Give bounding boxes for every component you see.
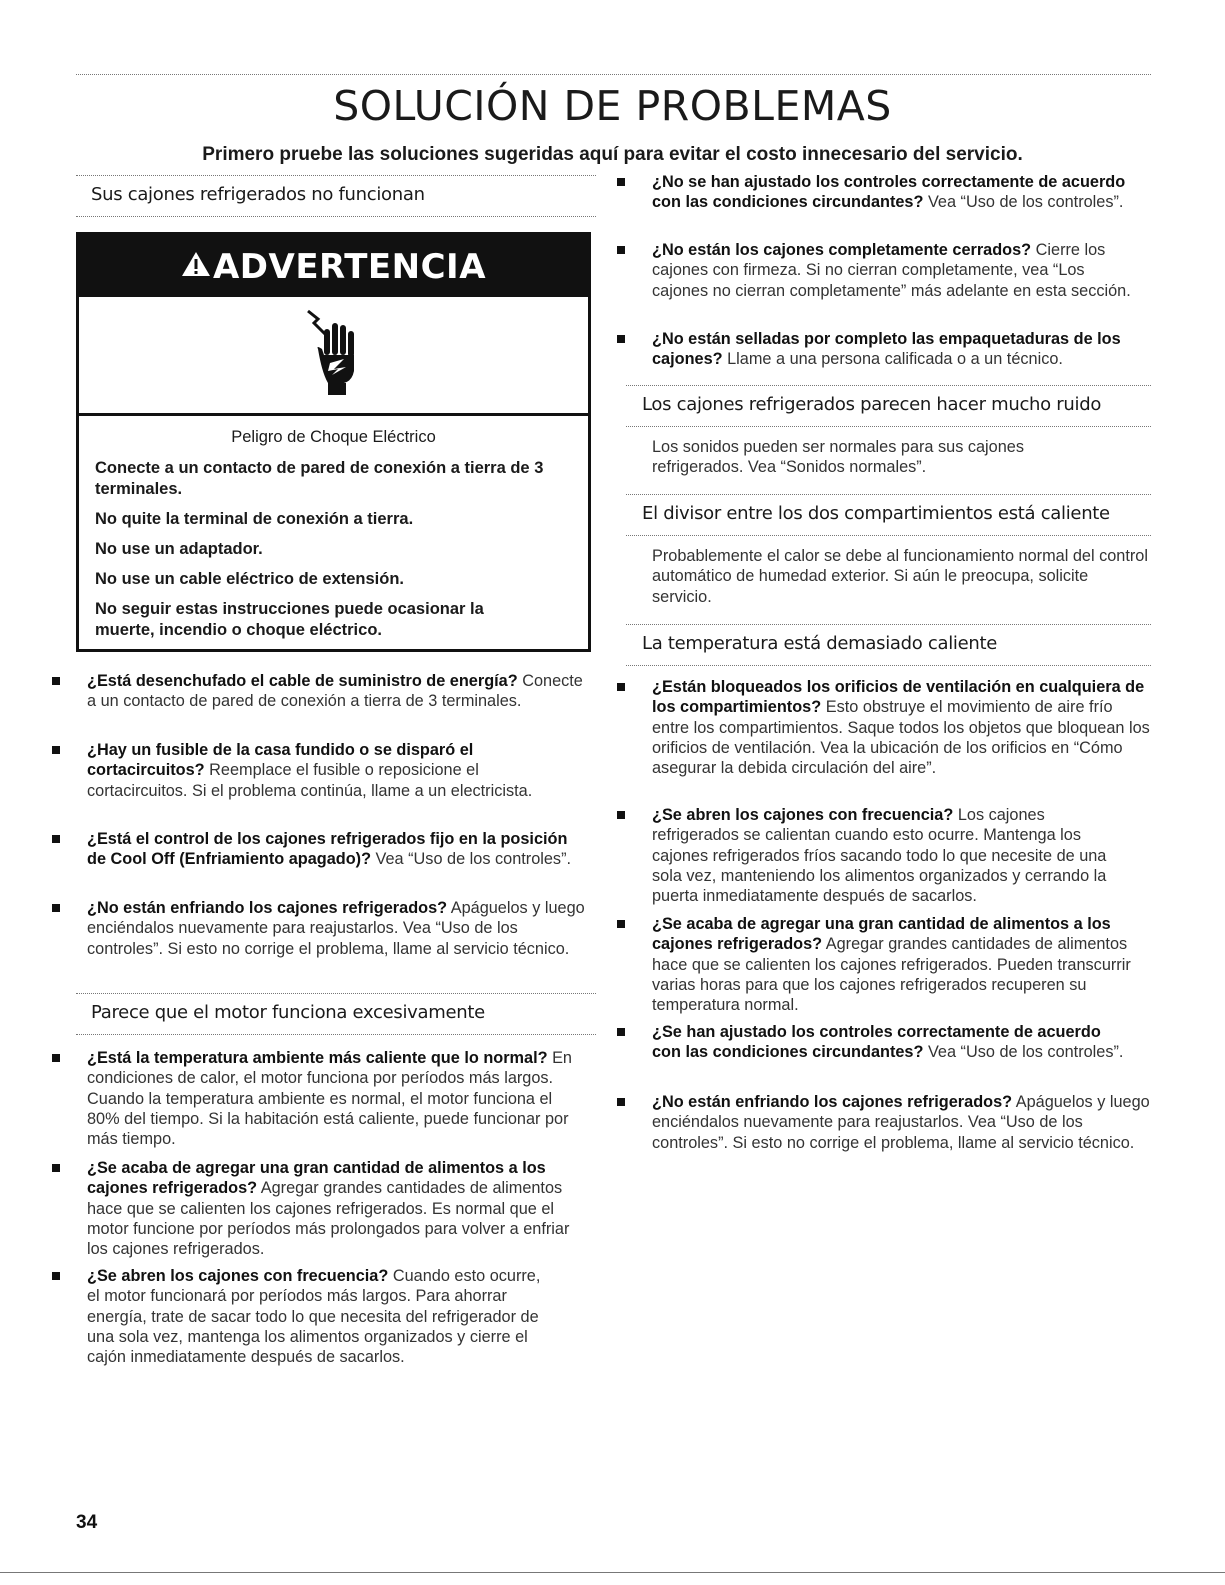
top-rule [76, 74, 1151, 75]
section-heading-divisor: El divisor entre los dos compartimientos está caliente [626, 494, 1151, 536]
warning-divider [79, 413, 588, 416]
warning-line: No quite la terminal de conexión a tierra. [95, 510, 414, 528]
bullet-icon [617, 683, 625, 691]
list-item: ¿Hay un fusible de la casa fundido o se disparó el cortacircuitos? Reemplace el fusible o reposicione el cortacircuitos. Si el problema continúa, llame a un electricista. [87, 740, 547, 801]
bullet-icon [52, 677, 60, 685]
bullet-icon [52, 1054, 60, 1062]
warning-banner [79, 235, 588, 297]
list-item: ¿Se acaba de agregar una gran cantidad de alimentos a los cajones refrigerados? Agregar grandes cantidades de alimentos hace que se calienten los cajones refrigerados. Es normal que el motor funcione por períodos más prolongados para volver a enfriar los cajones refrigerados. [87, 1158, 587, 1259]
list-item: ¿Está desenchufado el cable de suministro de energía? Conecte a un contacto de pared de conexión a tierra de 3 terminales. [87, 671, 587, 712]
warning-line: No use un adaptador. [95, 540, 263, 558]
list-item: ¿Está el control de los cajones refrigerados fijo en la posición de Cool Off (Enfriamiento apagado)? Vea “Uso de los controles”. [87, 829, 587, 870]
warning-label: ADVERTENCIA [212, 247, 487, 287]
bullet-icon [52, 746, 60, 754]
bullet-icon [617, 811, 625, 819]
warning-line: No seguir estas instrucciones puede ocasionar la muerte, incendio o choque eléctrico. [95, 600, 484, 639]
list-item: ¿Se abren los cajones con frecuencia? Cuando esto ocurre, el motor funcionará por períodos más largos. Para ahorrar energía, trate de sacar todo lo que necesita del refrigerador de una sola vez, mantenga los alimentos organizados y cierre el cajón inmediatamente después de sacarlos. [87, 1266, 547, 1367]
list-item: ¿Se acaba de agregar una gran cantidad de alimentos a los cajones refrigerados? Agregar grandes cantidades de alimentos hace que se calienten los cajones refrigerados. Pueden transcurrir varias horas para que los cajones refrigerados recuperen su temperatura normal. [652, 914, 1151, 1015]
bullet-icon [52, 1272, 60, 1280]
list-item: ¿No están selladas por completo las empaquetaduras de los cajones? Llame a una persona calificada o a un técnico. [652, 329, 1151, 370]
list-item: ¿Está la temperatura ambiente más caliente que lo normal? En condiciones de calor, el motor funciona por períodos más largos. Cuando la temperatura ambiente es normal, el motor funciona el 80% del tiempo. Si la habitación está caliente, puede funcionar por más tiempo. [87, 1048, 587, 1149]
list-item: ¿No están enfriando los cajones refrigerados? Apáguelos y luego enciéndalos nuevamente para reajustarlos. Vea “Uso de los controles”. Si esto no corrige el problema, llame al servicio técnico. [652, 1092, 1151, 1153]
bullet-icon [617, 335, 625, 343]
list-item: ¿No se han ajustado los controles correctamente de acuerdo con las condiciones circundantes? Vea “Uso de los controles”. [652, 172, 1147, 213]
section-text: Los sonidos pueden ser normales para sus cajones refrigerados. Vea “Sonidos normales”. [652, 438, 1024, 477]
section-heading-temperatura: La temperatura está demasiado caliente [626, 624, 1151, 666]
list-item: ¿No están los cajones completamente cerrados? Cierre los cajones con firmeza. Si no cierran completamente, vea “Los cajones no cierran completamente” más adelante en esta sección. [652, 240, 1137, 301]
section-heading-ruido: Los cajones refrigerados parecen hacer mucho ruido [626, 385, 1151, 427]
electric-shock-hand-icon [304, 309, 364, 404]
warning-line: No use un cable eléctrico de extensión. [95, 570, 405, 588]
page-title: SOLUCIÓN DE PROBLEMAS [333, 82, 892, 130]
bullet-icon [617, 1098, 625, 1106]
bullet-icon [617, 246, 625, 254]
bullet-icon [617, 178, 625, 186]
bullet-icon [52, 1164, 60, 1172]
page-number: 34 [76, 1512, 98, 1533]
bullet-icon [617, 920, 625, 928]
bullet-icon [52, 835, 60, 843]
list-item: ¿Se abren los cajones con frecuencia? Los cajones refrigerados se calientan cuando esto ocurre. Mantenga los cajones refrigerados fríos sacando todo lo que necesite de una sola vez, manteniendo los alimentos organizados y cerrando la puerta inmediatamente después de sacarlos. [652, 805, 1132, 906]
warning-box [76, 232, 591, 652]
warning-triangle-icon [181, 234, 211, 298]
bullet-icon [52, 904, 60, 912]
warning-caption: Peligro de Choque Eléctrico [231, 428, 436, 446]
section-heading-motor: Parece que el motor funciona excesivamente [76, 993, 596, 1035]
bottom-rule [0, 1572, 1225, 1573]
page-subtitle: Primero pruebe las soluciones sugeridas aquí para evitar el costo innecesario del servicio. [202, 144, 1023, 165]
list-item: ¿No están enfriando los cajones refrigerados? Apáguelos y luego enciéndalos nuevamente para reajustarlos. Vea “Uso de los controles”. Si esto no corrige el problema, llame al servicio técnico. [87, 898, 587, 959]
list-item: ¿Están bloqueados los orificios de ventilación en cualquiera de los compartimientos? Esto obstruye el movimiento de aire frío entre los compartimientos. Saque todos los objetos que bloquean los orificios de ventilación. Vea la ubicación de los orificios en “Cómo asegurar la debida circulación del aire”. [652, 677, 1151, 778]
section-heading-no-funcionan: Sus cajones refrigerados no funcionan [76, 175, 596, 217]
bullet-icon [617, 1028, 625, 1036]
list-item: ¿Se han ajustado los controles correctamente de acuerdo con las condiciones circundantes? Vea “Uso de los controles”. [652, 1022, 1132, 1063]
section-text: Probablemente el calor se debe al funcionamiento normal del control automático de humedad exterior. Si aún le preocupa, solicite servicio. [652, 547, 1148, 606]
warning-line: Conecte a un contacto de pared de conexión a tierra de 3 terminales. [95, 459, 544, 498]
